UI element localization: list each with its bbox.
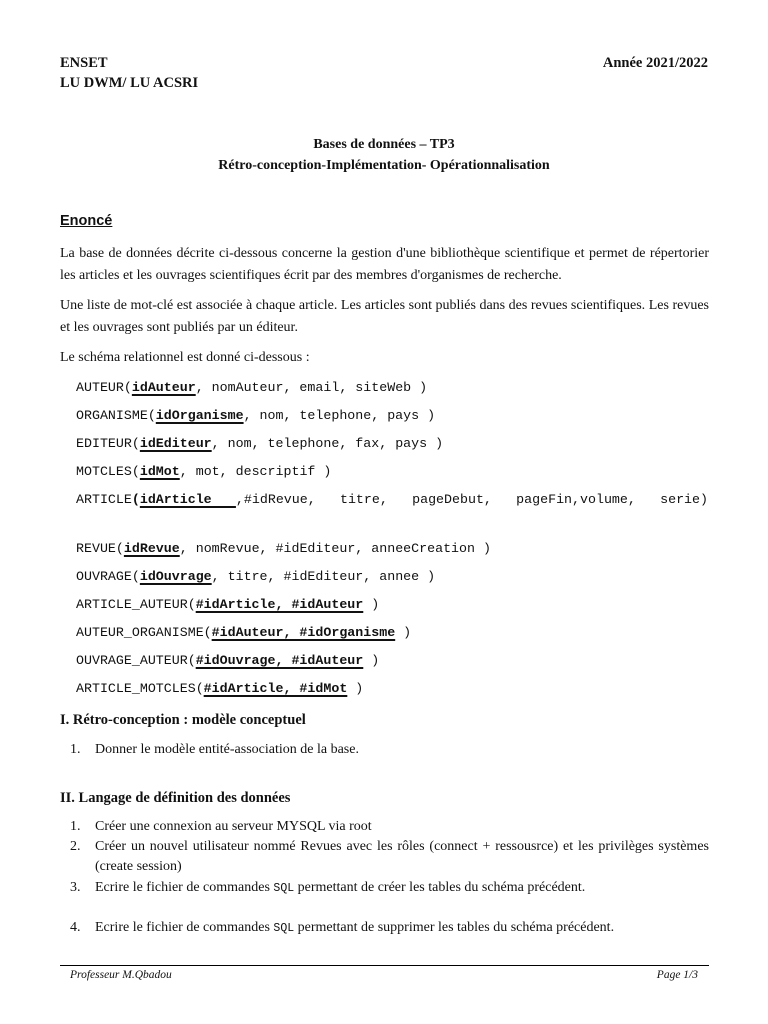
document-title: [0, 134, 768, 176]
primary-key: idMot: [139, 464, 180, 479]
primary-key: idRevue: [123, 541, 180, 556]
section-1-heading: I. Rétro-conception : modèle conceptuel: [60, 712, 306, 728]
primary-key: idAuteur: [131, 380, 196, 395]
statement-paragraph-2: Une liste de mot-clé est associée à chaque article. Les articles sont publiés dans des revues scientifiques. Les revues et les ouvrages sont publiés par un éditeur.: [60, 298, 709, 335]
sql-keyword: SQL: [273, 882, 295, 895]
schema-organisme: ORGANISME(idOrganisme, nom, telephone, pays ): [76, 408, 436, 423]
program-names: LU DWM/ LU ACSRI: [60, 75, 199, 91]
schema-article-auteur: ARTICLE_AUTEUR(#idArticle, #idAuteur ): [76, 597, 380, 612]
primary-key: idOuvrage: [139, 569, 212, 584]
schema-revue: REVUE(idRevue, nomRevue, #idEditeur, anneeCreation ): [76, 541, 491, 556]
title-line-2: Rétro-conception-Implémentation- Opérationnalisation: [218, 158, 550, 173]
primary-key: idOrganisme: [155, 408, 244, 423]
footer-divider: [60, 965, 709, 966]
footer-author: Professeur M.Qbadou: [70, 969, 172, 981]
statement-paragraph-3: Le schéma relationnel est donné ci-dessous :: [60, 350, 310, 365]
academic-year: Année 2021/2022: [602, 55, 708, 71]
primary-key: #idArticle, #idAuteur: [195, 597, 364, 612]
schema-motcles: MOTCLES(idMot, mot, descriptif ): [76, 464, 332, 479]
header-left: [60, 53, 198, 93]
title-line-1: Bases de données – TP3: [313, 137, 455, 152]
primary-key: #idOuvrage, #idAuteur: [195, 653, 364, 668]
schema-article-motcles: ARTICLE_MOTCLES(#idArticle, #idMot ): [76, 681, 364, 696]
statement-paragraph-1: La base de données décrite ci-dessous concerne la gestion d'une bibliothèque scientifique et permet de répertorier les articles et les ouvrages scientifiques écrit par des membres d'organismes de recherche.: [60, 246, 709, 283]
primary-key: #idArticle, #idMot: [203, 681, 348, 696]
schema-ouvrage-auteur: OUVRAGE_AUTEUR(#idOuvrage, #idAuteur ): [76, 653, 380, 668]
primary-key: idArticle: [139, 492, 236, 507]
statement-heading: Enoncé: [60, 213, 113, 229]
document-page: ENSET LU DWM/ LU ACSRI Année 2021/2022 Bases de données – TP3 Rétro-conception-Implémentation- Opérationnalisation Enoncé La base de données décrite ci-dessous concerne la gestion d'une bibliothèque scientifique et permet de répertorier les articles et les ouvrages scientifiques écrit par des membres d'organismes de recherche. Une liste de mot-clé est associée à chaque article. Les articles sont publiés dans des revues scientifiques. Les revues et les ouvrages sont publiés par un éditeur. Le schéma relationnel est donné ci-dessous : AUTEUR(idAuteur, nomAuteur, email, siteWeb ) ORGANISME(idOrganisme, nom, telephone, pays ) EDITEUR(idEditeur, nom, telephone, fax, pays ) MOTCLES(idMot, mot, descriptif ) ARTICLE(idArticle ,#idRevue, titre, pageDebut, pageFin,volume, serie) REVUE(idRevue, nomRevue, #idEditeur, anneeCreation ) OUVRAGE(idOuvrage, titre, #idEditeur, annee ) ARTICLE_AUTEUR(#idArticle, #idAuteur ) AUTEUR_ORGANISME(#idAuteur, #idOrganisme ) OUVRAGE_AUTEUR(#idOuvrage, #idAuteur ) ARTICLE_MOTCLES(#idArticle, #idMot ) I. Rétro-conception : modèle conceptuel 1. Donner le modèle entité-association de la base. II. Langage de définition des données 1. Créer une connexion au serveur MYSQL via root 2. Créer un nouvel utilisateur nommé Revues avec les rôles (connect + ressousrce) et les privilèges systèmes (create session) 3. Ecrire le fichier de commandes SQL permettant de créer les tables du schéma précédent. 4. Ecrire le fichier de commandes SQL permettant de supprimer les tables du schéma précédent. Professeur M.Qbadou Page 1/3: [0, 0, 768, 1024]
primary-key: idEditeur: [139, 436, 212, 451]
primary-key: #idAuteur, #idOrganisme: [211, 625, 396, 640]
schema-auteur: AUTEUR(idAuteur, nomAuteur, email, siteWeb ): [76, 380, 428, 395]
schema-auteur-organisme: AUTEUR_ORGANISME(#idAuteur, #idOrganisme ): [76, 625, 412, 640]
footer-page-number: Page 1/3: [656, 969, 698, 981]
section-2-heading: II. Langage de définition des données: [60, 790, 291, 806]
schema-editeur: EDITEUR(idEditeur, nom, telephone, fax, pays ): [76, 436, 444, 451]
schema-article: ARTICLE(idArticle ,#idRevue, titre, pageDebut, pageFin,volume, serie): [76, 492, 708, 507]
schema-ouvrage: OUVRAGE(idOuvrage, titre, #idEditeur, annee ): [76, 569, 436, 584]
sql-keyword: SQL: [273, 922, 295, 935]
school-name: ENSET: [60, 55, 108, 71]
